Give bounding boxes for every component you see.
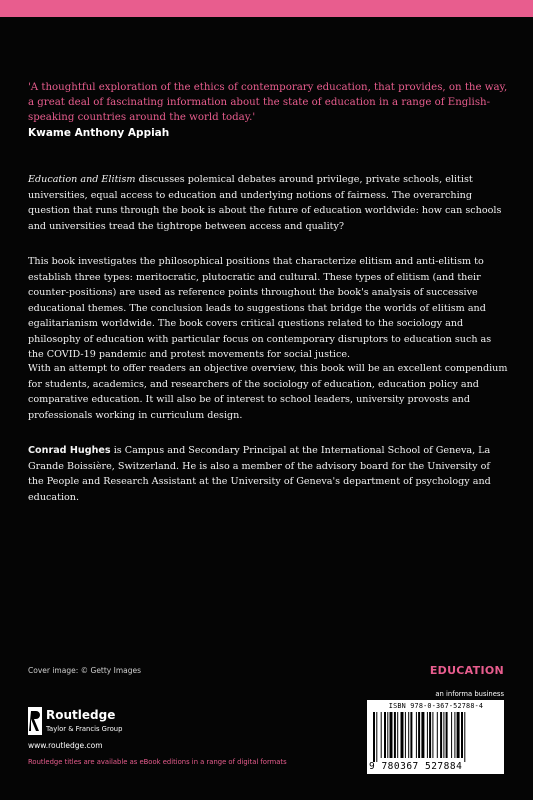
barcode-bar <box>397 712 398 758</box>
endorsement-quote: 'A thoughtful exploration of the ethics of contemporary education, that provides, on the way, a great deal of fascinating information about the state of education in a range of English-speaking countries around the world today.' <box>28 82 508 123</box>
isbn-barcode <box>367 700 504 774</box>
barcode-bar <box>454 712 455 758</box>
cover-image-credit: Cover image: © Getty Images <box>28 666 142 675</box>
barcode-bar <box>401 712 404 758</box>
endorsement-author: Kwame Anthony Appiah <box>28 127 170 139</box>
top-color-band <box>0 0 533 17</box>
barcode-bar <box>416 712 417 758</box>
barcode-bar <box>432 712 433 758</box>
author-bio-text: is Campus and Secondary Principal at the International School of Geneva, La Grande Boissière, Switzerland. He is also a member of the advisory board for the University of the People and Research Assistant at the University of Geneva's department of psychology and education. <box>28 445 491 503</box>
barcode-bar <box>427 712 428 758</box>
publisher-website[interactable]: www.routledge.com <box>28 741 103 750</box>
barcode-bar <box>440 712 442 758</box>
author-name: Conrad Hughes <box>28 445 111 456</box>
barcode-digits: 9 780367 527884 <box>369 761 463 772</box>
book-title: Education and Elitism <box>28 174 136 185</box>
barcode-bar <box>457 712 460 758</box>
barcode-bar <box>394 712 396 758</box>
description-paragraph-1 <box>28 172 508 234</box>
barcode-bar <box>387 712 388 758</box>
barcode-bar <box>381 712 382 758</box>
description-paragraph-3: With an attempt to offer readers an objective overview, this book will be an excellent compendium for students, academics, and researchers of the sociology of education, education policy and comparative education. It will also be of interest to school leaders, university provosts and professionals working in curriculum design. <box>28 363 508 421</box>
informa-tagline: an informa business <box>435 690 504 698</box>
barcode-bar <box>373 712 375 762</box>
barcode-bar <box>429 712 431 758</box>
subject-category: EDUCATION <box>429 664 504 677</box>
routledge-logo <box>28 707 188 739</box>
barcode-bar <box>410 712 412 758</box>
description-paragraph-2: This book investigates the philosophical positions that characterize elitism and anti-elitism to establish three types: meritocratic, plutocratic and cultural. These types of elitism (and their counter-positions) are used as reference points throughout the book's analysis of successive educational themes. The conclusion leads to suggestions that bridge the worlds of elitism and egalitarianism worldwide. The book covers critical questions related to the sociology and philosophy of education with particular focus on contemporary disruptors to education such as the COVID-19 pandemic and protest movements for social justice. <box>28 256 492 360</box>
ebook-note: Routledge titles are available as eBook editions in a range of digital formats <box>28 758 287 766</box>
description-p1-text: discusses polemical debates around privilege, private schools, elitist universities, equal access to education and underlying notions of fairness. The overarching question that runs through the book is about the future of education worldwide: how can schools and universities tread the tightrope between access and quality? <box>28 174 502 232</box>
publisher-group: Taylor & Francis Group <box>46 725 123 733</box>
barcode-bar <box>443 712 444 758</box>
isbn-label: ISBN 978-0-367-52788-4 <box>388 702 484 710</box>
barcode-bar <box>451 712 452 758</box>
barcode-bar <box>408 712 409 758</box>
barcode-bar <box>405 712 406 758</box>
publisher-name: Routledge <box>46 708 116 722</box>
barcode-bar <box>446 712 448 758</box>
barcode-bar <box>376 712 377 762</box>
barcode-bar <box>384 712 386 758</box>
author-bio <box>28 443 508 505</box>
barcode-bar <box>418 712 420 758</box>
barcode-icon <box>371 712 500 762</box>
routledge-r-icon <box>28 707 42 735</box>
barcode-bar <box>421 712 424 758</box>
barcode-bar <box>464 712 465 762</box>
barcode-bar <box>390 712 393 758</box>
barcode-bar <box>437 712 438 758</box>
barcode-bar <box>461 712 463 758</box>
